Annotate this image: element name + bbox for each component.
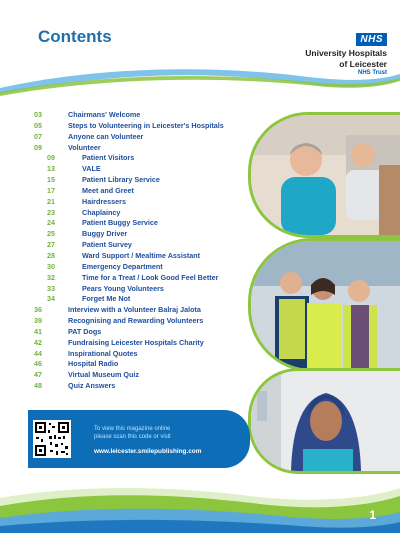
- toc-page-number: 44: [34, 348, 42, 358]
- photo-volunteer-with-patient: [248, 112, 400, 238]
- toc-label: PAT Dogs: [68, 326, 102, 336]
- toc-subentry[interactable]: [34, 294, 264, 305]
- toc-page-number: 28: [47, 250, 55, 260]
- promo-line1: To view this magazine online: [94, 426, 171, 432]
- toc-label: Recognising and Rewarding Volunteers: [68, 316, 204, 326]
- toc-subentry[interactable]: [34, 153, 264, 164]
- toc-label: Buggy Driver: [82, 229, 128, 239]
- toc-page-number: 39: [34, 316, 42, 326]
- toc-label: Chairmans' Welcome: [68, 110, 141, 119]
- toc-entry[interactable]: [34, 327, 264, 338]
- footer-wave-decoration: [0, 478, 400, 533]
- toc-page-number: 03: [34, 110, 42, 119]
- toc-label: Fundraising Leicester Hospitals Charity: [68, 337, 204, 347]
- toc-page-number: 46: [34, 359, 42, 369]
- toc-label: Meet and Greet: [82, 185, 134, 195]
- header-wave-decoration: [0, 60, 400, 100]
- toc-page-number: 15: [47, 175, 55, 185]
- toc-page-number: 25: [47, 229, 55, 239]
- toc-subentry[interactable]: [34, 284, 264, 295]
- toc-entry[interactable]: [34, 143, 264, 154]
- toc-page-number: 48: [34, 381, 42, 391]
- toc-page-number: 27: [47, 240, 55, 250]
- org-name-line2: of Leicester: [339, 59, 387, 69]
- toc-label: Pears Young Volunteers: [82, 283, 164, 293]
- toc-subentry[interactable]: [34, 262, 264, 273]
- toc-entry[interactable]: [34, 110, 264, 121]
- toc-entry[interactable]: [34, 316, 264, 327]
- toc-label: Steps to Volunteering in Leicester's Hospitals: [68, 120, 224, 130]
- org-name-line1: University Hospitals: [305, 48, 387, 58]
- toc-label: Quiz Answers: [68, 381, 116, 391]
- toc-page-number: 47: [34, 370, 42, 380]
- page-number: 1: [369, 508, 376, 522]
- promo-line2: please scan this code or visit: [94, 434, 171, 440]
- toc-page-number: 05: [34, 120, 42, 130]
- toc-page-number: 36: [34, 305, 42, 315]
- toc-label: Volunteer: [68, 142, 101, 152]
- toc-label: Patient Buggy Service: [82, 218, 158, 228]
- toc-page-number: 30: [47, 261, 55, 271]
- table-of-contents: [34, 110, 264, 392]
- toc-page-number: 13: [47, 164, 55, 174]
- toc-subentry[interactable]: [34, 208, 264, 219]
- toc-entry[interactable]: [34, 121, 264, 132]
- toc-label: Anyone can Volunteer: [68, 131, 144, 141]
- toc-label: Patient Visitors: [82, 153, 135, 163]
- magazine-url-link[interactable]: www.leicester.smilepublishing.com: [94, 448, 202, 455]
- toc-entry[interactable]: [34, 349, 264, 360]
- toc-page-number: 09: [47, 153, 55, 163]
- toc-page-number: 32: [47, 272, 55, 282]
- toc-subentry[interactable]: [34, 273, 264, 284]
- toc-page-number: 33: [47, 283, 55, 293]
- toc-label: Chaplaincy: [82, 207, 121, 217]
- toc-page-number: 34: [47, 294, 55, 304]
- toc-label: Hospital Radio: [68, 359, 119, 369]
- toc-label: Hairdressers: [82, 196, 126, 206]
- nhs-logo: NHS: [356, 33, 387, 46]
- toc-page-number: 24: [47, 218, 55, 228]
- page-title: Contents: [38, 27, 112, 46]
- toc-label: Forget Me Not: [82, 294, 131, 304]
- toc-entry[interactable]: [34, 381, 264, 392]
- toc-subentry[interactable]: [34, 251, 264, 262]
- toc-subentry[interactable]: [34, 229, 264, 240]
- org-trust-label: NHS Trust: [357, 70, 387, 76]
- toc-label: Patient Survey: [82, 240, 132, 250]
- toc-page-number: 23: [47, 207, 55, 217]
- toc-page-number: 17: [47, 185, 55, 195]
- toc-page-number: 41: [34, 326, 42, 336]
- toc-subentry[interactable]: [34, 175, 264, 186]
- toc-label: Virtual Museum Quiz: [68, 370, 139, 380]
- magazine-online-promo: [28, 410, 250, 468]
- toc-subentry[interactable]: [34, 240, 264, 251]
- toc-subentry[interactable]: [34, 164, 264, 175]
- photo-volunteers-hi-vis: [248, 238, 400, 372]
- toc-entry[interactable]: [34, 305, 264, 316]
- toc-subentry[interactable]: [34, 218, 264, 229]
- toc-entry[interactable]: [34, 132, 264, 143]
- toc-page-number: 42: [34, 337, 42, 347]
- toc-label: VALE: [82, 164, 101, 174]
- toc-label: Time for a Treat / Look Good Feel Better: [82, 272, 219, 282]
- toc-subentry[interactable]: [34, 197, 264, 208]
- toc-entry[interactable]: [34, 370, 264, 381]
- promo-description: [94, 425, 171, 441]
- toc-label: Emergency Department: [82, 261, 163, 271]
- toc-label: Ward Support / Mealtime Assistant: [82, 250, 201, 260]
- qr-code[interactable]: [33, 420, 71, 458]
- toc-page-number: 07: [34, 131, 42, 141]
- toc-label: Inspirational Quotes: [68, 348, 138, 358]
- toc-page-number: 09: [34, 142, 42, 152]
- toc-entry[interactable]: [34, 338, 264, 349]
- toc-page-number: 21: [47, 196, 55, 206]
- toc-label: Interview with a Volunteer Balraj Jalota: [68, 305, 201, 315]
- photo-volunteer-portrait: [248, 368, 400, 474]
- toc-entry[interactable]: [34, 359, 264, 370]
- toc-subentry[interactable]: [34, 186, 264, 197]
- toc-label: Patient Library Service: [82, 175, 160, 185]
